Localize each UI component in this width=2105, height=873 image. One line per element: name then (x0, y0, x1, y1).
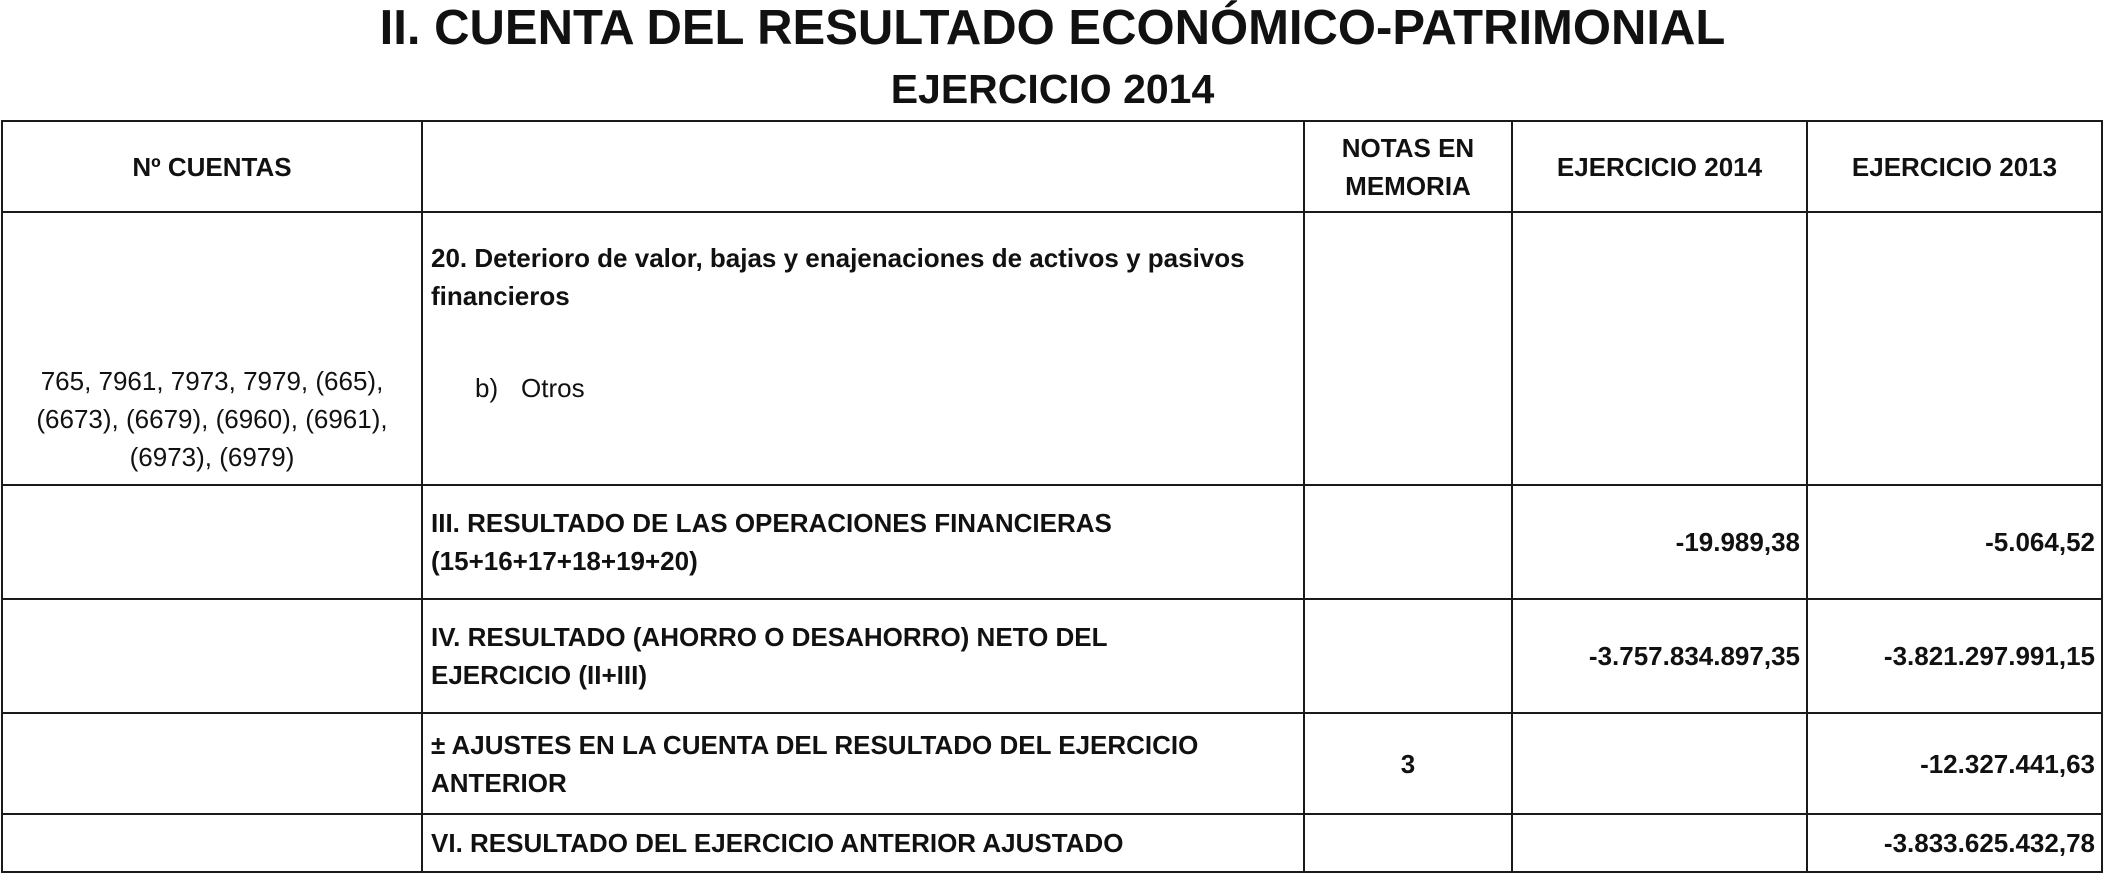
cell-descripcion (422, 599, 1304, 713)
descripcion-line: III. RESULTADO DE LAS OPERACIONES FINANCIERAS (431, 508, 1112, 538)
table-row (2, 599, 2102, 713)
header-ejercicio-2013: EJERCICIO 2013 (1807, 121, 2102, 212)
cell-ejercicio-2014: -3.757.834.897,35 (1512, 599, 1807, 713)
sub-item-letter: b) (475, 373, 499, 403)
cell-descripcion (422, 212, 1304, 485)
sub-item (431, 369, 1295, 407)
cell-cuentas (2, 814, 422, 872)
cell-notas (1304, 814, 1512, 872)
cell-descripcion (422, 485, 1304, 599)
table-row (2, 212, 2102, 485)
descripcion-line: VI. RESULTADO DEL EJERCICIO ANTERIOR AJUSTADO (431, 828, 1124, 858)
cell-ejercicio-2014: -19.989,38 (1512, 485, 1807, 599)
header-notas-line2: MEMORIA (1345, 170, 1471, 201)
descripcion-line: ANTERIOR (431, 767, 567, 798)
document-title: II. CUENTA DEL RESULTADO ECONÓMICO-PATRIMONIAL (379, 1, 1726, 55)
cell-ejercicio-2013 (1807, 212, 2102, 485)
cell-ejercicio-2013: -5.064,52 (1807, 485, 2102, 599)
table-row (2, 713, 2102, 814)
cell-ejercicio-2014 (1512, 814, 1807, 872)
header-notas (1304, 121, 1512, 212)
cell-ejercicio-2013: -3.821.297.991,15 (1807, 599, 2102, 713)
document-subtitle: EJERCICIO 2014 (890, 66, 1215, 112)
descripcion-line: (15+16+17+18+19+20) (431, 546, 698, 576)
result-table (1, 120, 2103, 873)
cell-cuentas (2, 713, 422, 814)
cell-notas: 3 (1304, 713, 1512, 814)
table-row (2, 814, 2102, 872)
cuentas-line: (6673), (6679), (6960), (6961), (36, 404, 388, 434)
sub-item-label: Otros (521, 373, 585, 403)
cell-notas (1304, 485, 1512, 599)
descripcion-line: EJERCICIO (II+III) (431, 660, 647, 690)
header-descripcion (422, 121, 1304, 212)
cell-ejercicio-2014 (1512, 212, 1807, 485)
table-header-row (2, 121, 2102, 212)
cell-descripcion (422, 713, 1304, 814)
header-cuentas: Nº CUENTAS (2, 121, 422, 212)
cell-ejercicio-2014 (1512, 713, 1807, 814)
cuentas-line: 765, 7961, 7973, 7979, (665), (40, 366, 384, 396)
cell-ejercicio-2013: -12.327.441,63 (1807, 713, 2102, 814)
descripcion-line: 20. Deterioro de valor, bajas y enajenaciones de activos y pasivos (431, 243, 1245, 273)
cell-descripcion (422, 814, 1304, 872)
table-row (2, 485, 2102, 599)
cell-ejercicio-2013: -3.833.625.432,78 (1807, 814, 2102, 872)
descripcion-line: ± AJUSTES EN LA CUENTA DEL RESULTADO DEL EJERCICIO (431, 729, 1199, 760)
header-ejercicio-2014: EJERCICIO 2014 (1512, 121, 1807, 212)
descripcion-line: IV. RESULTADO (AHORRO O DESAHORRO) NETO DEL (431, 622, 1108, 652)
cell-cuentas (2, 599, 422, 713)
descripcion-line: financieros (431, 281, 570, 311)
cuentas-line: (6973), (6979) (129, 442, 295, 472)
cell-cuentas (2, 212, 422, 485)
header-notas-line1: NOTAS EN (1341, 132, 1475, 163)
cell-notas (1304, 599, 1512, 713)
cell-notas (1304, 212, 1512, 485)
cell-cuentas (2, 485, 422, 599)
